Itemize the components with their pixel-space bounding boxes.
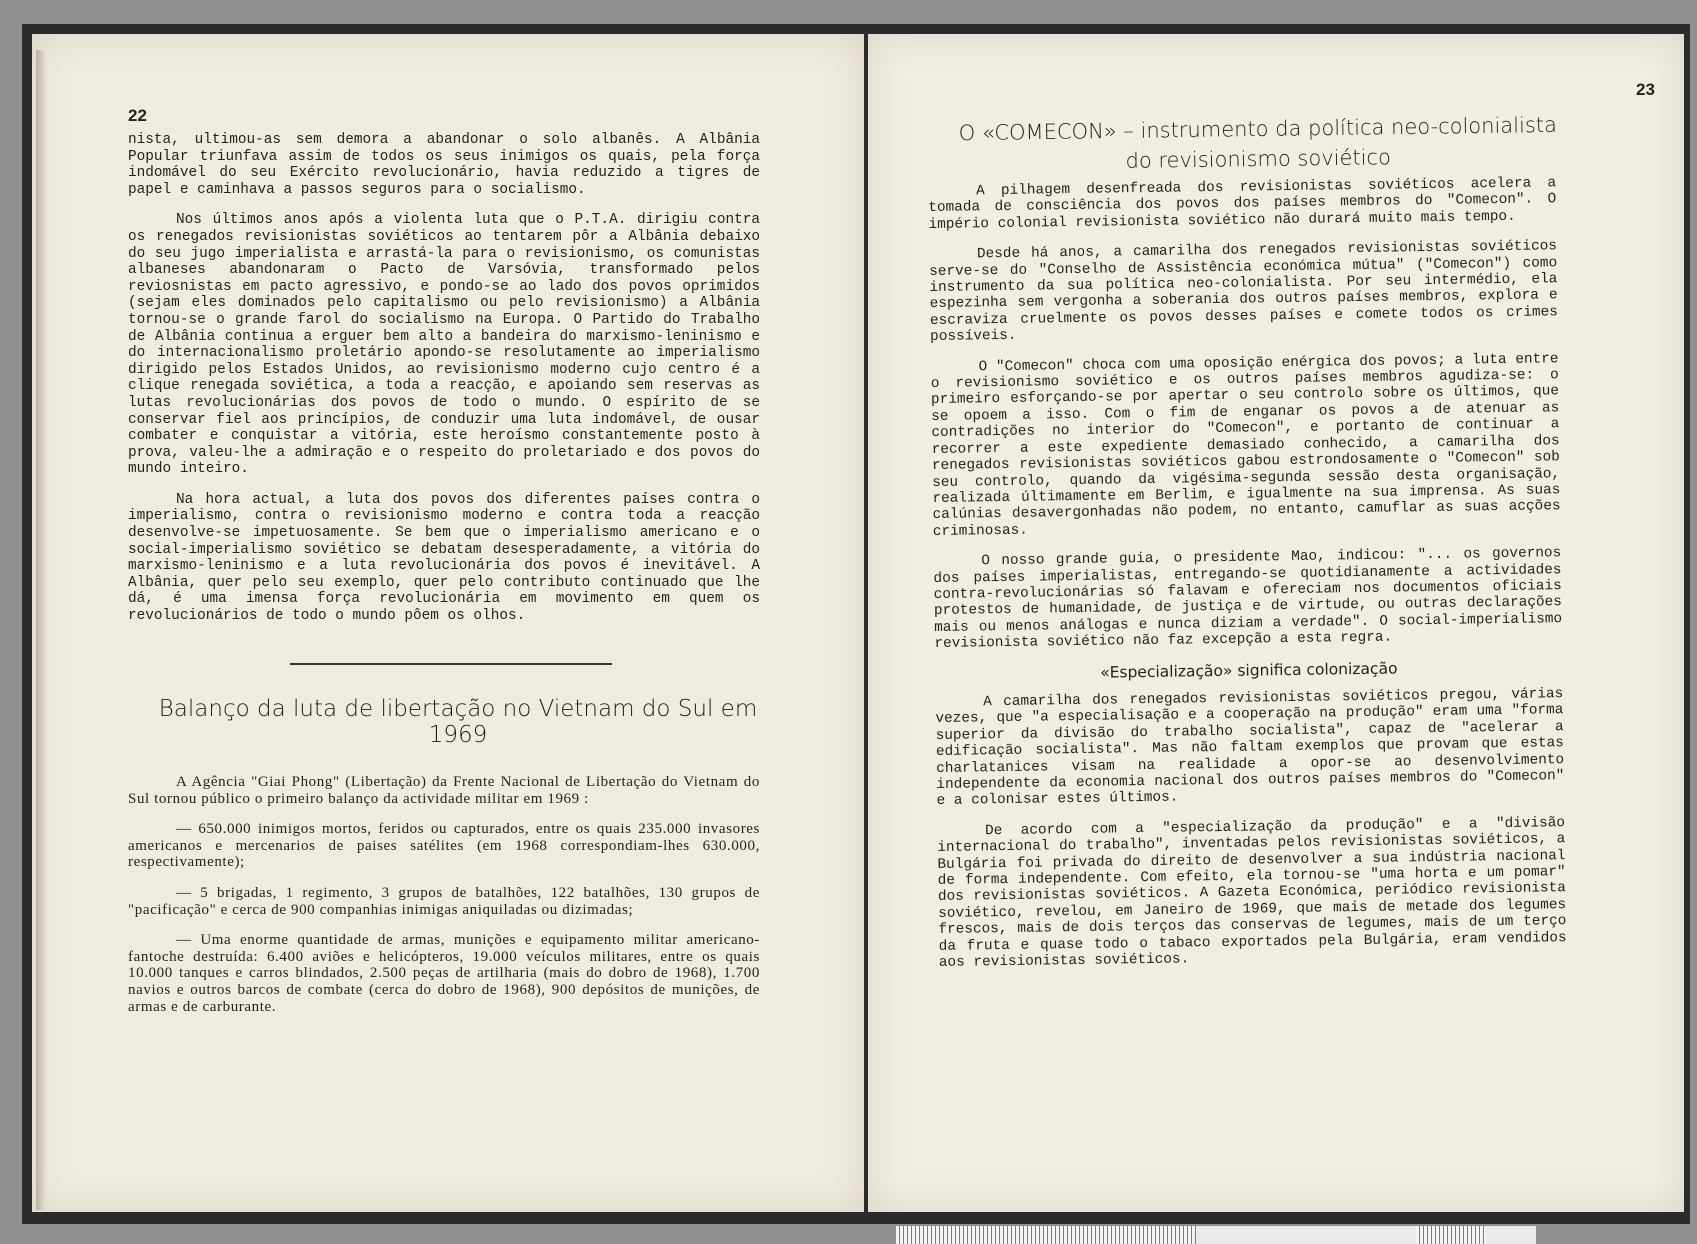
paragraph: A camarilha dos renegados revisionistas soviéticos pregou, várias vezes, que "a especialisação e a cooperação na produção" eram uma "forma superior da divisão do trabalho socialista", capaz de "acelerar a edificação socialista". Mas não faltam exemplos que provam que estas charlatanices visam na realidade a opor-se ao desenvolvimento independente da economia nacional dos outros países membros do "Comecon" e a colonisar estes últimos.	[935, 686, 1565, 810]
left-text-column	[128, 132, 760, 639]
section-divider	[290, 663, 612, 665]
article-title-line-2: do revisionismo soviético	[1125, 145, 1392, 173]
paragraph: A pilhagem desenfreada dos revisionistas soviéticos acelera a tomada de consciência dos povos dos países membros do "Comecon". O império colonial revisionista soviético não durará muito mais tempo.	[928, 175, 1557, 233]
paragraph: nista, ultimou-as sem demora a abandonar o solo albanês. A Albânia Popular triunfava assim de todos os seus inimigos os quais, pela força indomável do seu Exército revolucionário, havia reduzido a tigres de papel e caminhava a passos seguros para o socialismo.	[128, 132, 760, 198]
right-page	[868, 34, 1684, 1212]
page-number-right: 23	[1636, 80, 1655, 99]
paragraph: De acordo com a "especialização da produção" e a "divisão internacional do trabalho", inventadas pelos revisionistas soviéticos, a Bulgária foi privada do direito de desenvolver a sua indústria nacional de forma independente. Com efeito, ela tornou-se "uma horta e um pomar" dos revisionistas soviéticos. A Gazeta Económica, periódico revisionista soviético, revelou, em Janeiro de 1969, que mais de metade dos legumes frescos, mais de dois terços das conservas de legumes, mais de um terço da fruta e quase todo o tabaco exportados pela Bulgária, eram vendidos aos revisionistas soviéticos.	[937, 814, 1567, 971]
page-edge	[36, 50, 46, 1210]
article-title-line-1: O «COMECON» – instrumento da política neo-colonialista	[958, 112, 1558, 146]
left-page	[32, 34, 864, 1212]
page-number-left: 22	[128, 106, 147, 125]
list-item: — Uma enorme quantidade de armas, munições e equipamento militar americano-fantoche destruída: 6.400 aviões e helicópteros, 19.000 veículos militares, entre os quais 10.000 tanques e carros blindados, 2.500 peças de artilharia (mais do dobro de 1968), 1.700 navios e outros barcos de combate (cerca do dobro de 1968), 900 depósitos de munições, de armas e de carburante.	[128, 932, 760, 1015]
paragraph: Desde há anos, a camarilha dos renegados revisionistas soviéticos serve-se do "Conselho de Assistência económica mútua" ("Comecon") como instrumento da sua política neo-colonialista. Por seu intermédio, ela espezinha sem vergonha a soberania dos outros países membros, explora e escraviza cruelmente os povos desses países e comete todos os crimes possíveis.	[929, 238, 1558, 346]
paragraph: Na hora actual, a luta dos povos dos diferentes países contra o imperialismo, contra o revisionismo moderno e contra toda a reacção desenvolve-se impetuosamente. Se bem que o imperialismo americano e o social-imperialismo soviético se debatam desesperadamente, a vitória do marxismo-leninismo e a luta revolucionária dos povos é inevitável. A Albânia, quer pelo seu exemplo, quer pelo contributo continuado que lhe dá, é uma imensa força revolucionária em movimento em quem os revolucionários de todo o mundo pôem os olhos.	[128, 491, 760, 625]
book-spread	[22, 24, 1690, 1224]
subsection-title: «Especialização» significa colonização	[1100, 659, 1398, 682]
section-text-column	[128, 774, 760, 1029]
scale-ruler	[896, 1226, 1536, 1244]
paragraph: O nosso grande guia, o presidente Mao, indicou: "... os governos dos países imperialistas, entregando-se quotidianamente a actividades contra-revolucionárias só falavam e ofereciam nos documentos oficiais protestos de humanidade, de justiça e de virtude, ou outras declarações mais ou menos análogas e nunca diziam a verdade". O social-imperialismo revisionista soviético não faz excepção a esta regra.	[933, 545, 1563, 653]
paragraph: A Agência "Giai Phong" (Libertação) da Frente Nacional de Libertação do Vietnam do Sul tornou público o primeiro balanço da actividade militar em 1969 :	[128, 774, 760, 807]
list-item: — 5 brigadas, 1 regimento, 3 grupos de batalhões, 122 batalhões, 130 grupos de "pacificação" e cerca de 900 companhias inimigas aniquiladas ou dizimadas;	[128, 884, 760, 918]
section-title: Balanço da luta de libertação no Vietnam do Sul em 1969	[158, 696, 758, 748]
article-title	[928, 109, 1589, 178]
paragraph: O "Comecon" choca com uma oposição enérgica dos povos; a luta entre o revisionismo soviético e os outros países membros agudiza-se: o primeiro esforçando-se por apertar o seu controlo sobre os últimos, que se opoem a isso. Com o fim de enganar os povos a de atenuar as contradições no interior do "Comecon", e portanto de continuar a recorrer a este expediente demasiado conhecido, a camarilha dos renegados revisionistas soviéticos gabou estrondosamente o "Comecon" sob seu controlo, quando da vigésima-segunda sessão desta organisação, realizada últimamente em Berlim, e igualmente na sua imprensa. As suas calúnias desavergonhadas não podem, no entanto, camuflar as suas acções criminosas.	[930, 350, 1561, 540]
list-item: — 650.000 inimigos mortos, feridos ou capturados, entre os quais 235.000 invasores americanos e mercenarios de paises satélites (em 1968 correspondiam-lhes 630.000, respectivamente);	[128, 821, 760, 871]
right-text-column	[928, 175, 1567, 985]
paragraph: Nos últimos anos após a violenta luta que o P.T.A. dirigiu contra os renegados revisionistas soviéticos ao tentarem pôr a Albânia debaixo do seu jugo imperialista e arrastá-la para o revisionismo, os comunistas albaneses abandonaram o Pacto de Varsóvia, transformado pelos reviosnistas em pacto agressivo, e pondo-se ao lado dos povos oprimidos (sejam eles dominados pelo capitalismo ou pelo revisionismo) a Albânia tornou-se o grande farol do socialismo na Europa. O Partido do Trabalho de Albânia continua a erguer bem alto a bandeira do marxismo-leninismo e do internacionalismo proletário apondo-se resolutamente ao imperialismo dirigido pelos Estados Unidos, ao revisionismo moderno cujo centro é a clique renegada soviética, a toda a reacção, e apoiando sem reservas as lutas revolucionárias dos povos de todo o mundo. O espírito de se conservar fiel aos princípios, de conduzir uma luta indomável, de ousar combater e conquistar a vitória, este heroísmo constantemente posto à prova, valeu-lhe a admiração e o respeito do proletariado e dos povos do mundo inteiro.	[128, 212, 760, 478]
